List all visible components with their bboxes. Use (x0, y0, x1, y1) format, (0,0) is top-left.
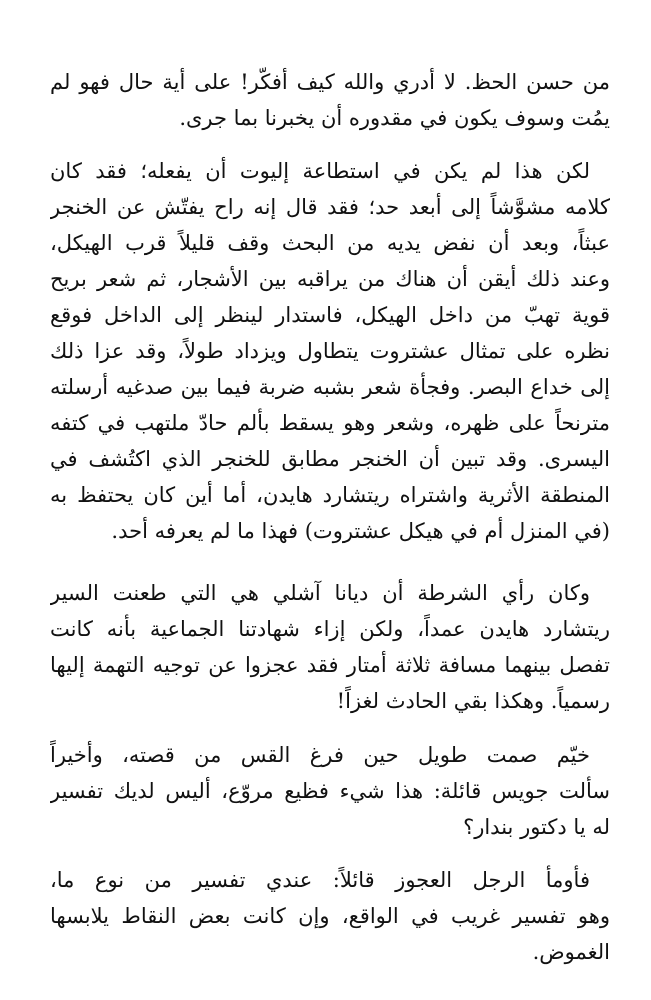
text-line: ريتشارد هايدن عمداً، ولكن إزاء شهادتنا الجماعية بأنه كانت (50, 617, 610, 641)
text-line: وعند ذلك أيقن أن هناك من يراقبه بين الأشجار، ثم شعر بريح (50, 267, 610, 291)
text-line: من حسن الحظ. لا أدري والله كيف أفكّر! على أية حال فهو لم (50, 70, 610, 94)
text-line: عبثاً، وبعد أن نفض يديه من البحث وقف قليلاً قرب الهيكل، (50, 231, 610, 255)
text-line: لكن هذا لم يكن في استطاعة إليوت أن يفعله؛ فقد كان (50, 159, 590, 183)
text-line: الغموض. (532, 940, 610, 964)
text-line: يمُت وسوف يكون في مقدوره أن يخبرنا بما جرى. (179, 106, 610, 130)
text-line: اليسرى. وقد تبين أن الخنجر مطابق للخنجر الذي اكتُشف في (50, 447, 610, 471)
text-line: المنطقة الأثرية واشتراه ريتشارد هايدن، أما أين كان يحتفظ به (50, 483, 610, 507)
text-line: وهو تفسير غريب في الواقع، وإن كانت بعض النقاط يلابسها (50, 904, 610, 928)
text-line: كلامه مشوَّشاً إلى أبعد حد؛ فقد قال إنه راح يفتّش عن الخنجر (50, 195, 610, 219)
text-line: سألت جويس قائلة: هذا شيء فظيع مروّع، أليس لديك تفسير (50, 779, 610, 803)
text-line: نظره على تمثال عشتروت يتطاول ويزداد طولاً، وقد عزا ذلك (50, 339, 610, 363)
text-line: خيّم صمت طويل حين فرغ القس من قصته، وأخيراً (50, 743, 590, 767)
text-line: مترنحاً على ظهره، وشعر وهو يسقط بألم حادّ ملتهب في كتفه (50, 411, 610, 435)
text-line: (في المنزل أم في هيكل عشتروت) فهذا ما لم يعرفه أحد. (111, 519, 610, 543)
text-line: إلى خداع البصر. وفجأة شعر بشبه ضربة فيما بين صدغيه أرسلته (50, 375, 610, 399)
text-line: له يا دكتور بندار؟ (463, 815, 610, 839)
text-line: فأومأ الرجل العجوز قائلاً: عندي تفسير من نوع ما، (50, 868, 590, 892)
text-line: تفصل بينهما مسافة ثلاثة أمتار فقد عجزوا عن توجيه التهمة إليها (50, 653, 610, 677)
text-line: رسمياً. وهكذا بقي الحادث لغزاً! (336, 689, 610, 713)
text-line: وكان رأي الشرطة أن ديانا آشلي هي التي طعنت السير (50, 581, 590, 605)
text-line: قوية تهبّ من داخل الهيكل، فاستدار لينظر إلى الداخل فوقع (50, 303, 610, 327)
